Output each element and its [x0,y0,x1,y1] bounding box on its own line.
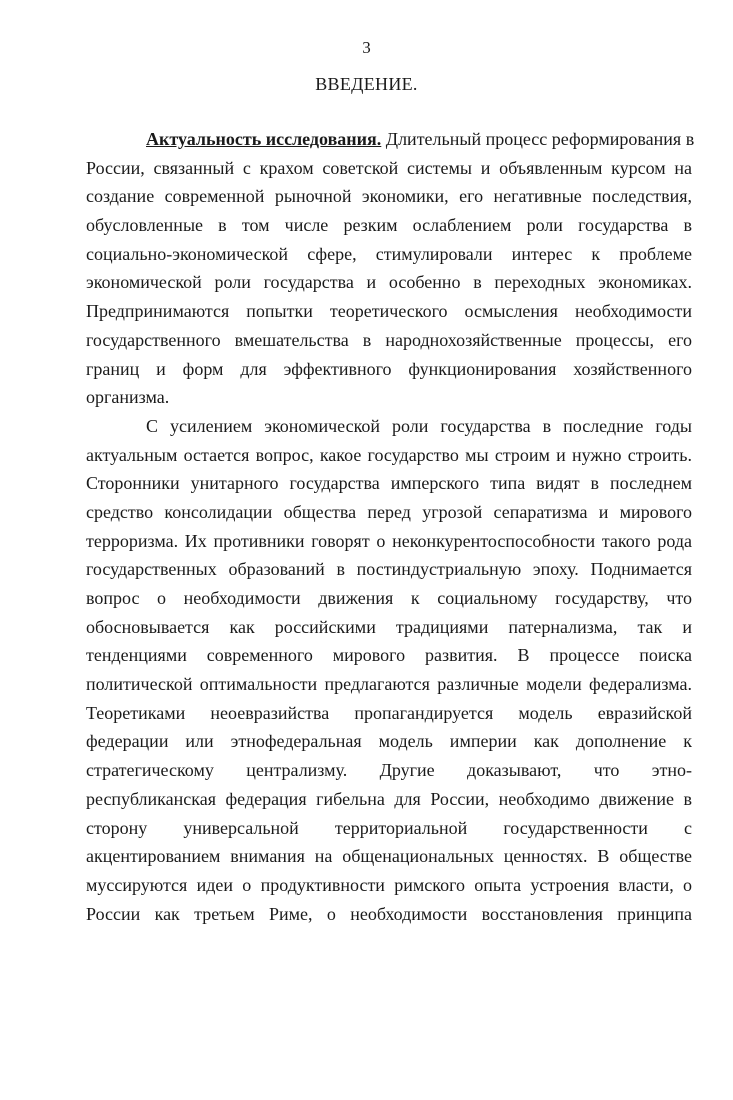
paragraph-line: актуальным остается вопрос, какое государство мы строим и нужно строить. [86,444,692,465]
paragraph-line: создание современной рыночной экономики, его негативные последствия, [86,186,692,207]
paragraph-line: муссируются идеи о продуктивности римского опыта устроения власти, о [86,874,692,895]
paragraph-line: Теоретиками неоевразийства пропагандируется модель евразийской [86,702,692,723]
paragraph-line: тенденциями современного мирового развития. В процессе поиска [86,645,692,666]
paragraph-relevance [86,125,695,412]
paragraph-line-text: Длительный процесс реформирования в [381,129,695,149]
paragraph-line: сторону универсальной территориальной государственности с [86,817,692,838]
paragraph-line: организма. [86,387,170,408]
paragraph-line: вопрос о необходимости движения к социальному государству, что [86,588,692,608]
document-body [86,125,695,928]
paragraph-line: средство консолидации общества перед угрозой сепаратизма и мирового [86,501,692,522]
paragraph-line: республиканская федерация гибельна для России, необходимо движение в [86,788,692,809]
paragraph-line: терроризма. Их противники говорят о неконкурентоспособности такого рода [86,530,692,551]
paragraph-line: экономической роли государства и особенно в переходных экономиках. [86,272,692,293]
paragraph-line: Предпринимаются попытки теоретического осмысления необходимости [86,301,692,322]
paragraph-line: акцентированием внимания на общенациональных ценностях. В обществе [86,846,692,867]
paragraph-lead-term: Актуальность исследования. [146,129,382,149]
paragraph-line: федерации или этнофедеральная модель империи как дополнение к [86,731,692,752]
section-heading: ВВЕДЕНИЕ. [315,74,418,94]
paragraph-line: стратегическому централизму. Другие доказывают, что этно- [86,760,692,781]
paragraph-line: Сторонники унитарного государства имперского типа видят в последнем [86,473,692,494]
paragraph-line: социально-экономической сфере, стимулировали интерес к проблеме [86,243,692,264]
paragraph-line [146,125,695,154]
paragraph-line: России, связанный с крахом советской системы и объявленным курсом на [86,157,692,178]
paragraph-line: политической оптимальности предлагаются различные модели федерализма. [86,674,692,695]
paragraph-line: государственного вмешательства в народнохозяйственные процессы, его [86,329,692,350]
paragraph-line: обосновывается как российскими традициями патернализма, так и [86,616,692,637]
page-number: 3 [362,38,371,57]
paragraph-line: С усилением экономической роли государства в последние годы [146,415,692,436]
paragraph-state-role [86,412,692,928]
paragraph-line: России как третьем Риме, о необходимости восстановления принципа [86,903,692,924]
paragraph-line: обусловленные в том числе резким ослаблением роли государства в [86,215,692,236]
paragraph-line: государственных образований в постиндустриальную эпоху. Поднимается [86,559,692,580]
paragraph-line: границ и форм для эффективного функционирования хозяйственного [86,358,692,379]
